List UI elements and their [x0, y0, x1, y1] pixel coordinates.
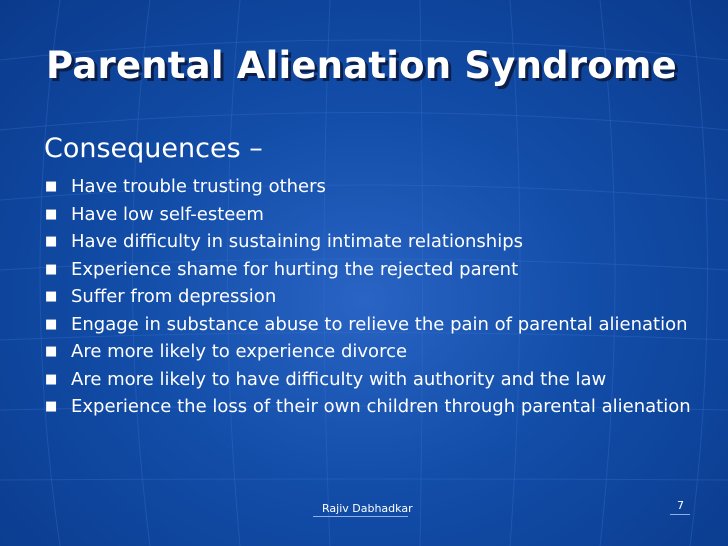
- page-number: 7: [677, 499, 684, 512]
- square-bullet-icon: ■: [45, 289, 58, 304]
- page-number-underline: [670, 514, 690, 515]
- bullet-item: [44, 339, 704, 365]
- bullet-text: Have trouble trusting others: [71, 176, 326, 197]
- bullet-text: Experience shame for hurting the rejected parent: [71, 258, 519, 280]
- footer-author: Rajiv Dabhadkar: [322, 502, 413, 515]
- square-bullet-icon: ■: [45, 206, 58, 222]
- bullet-item: [44, 257, 704, 283]
- bullet-item: [44, 284, 704, 310]
- bullet-text: Are more likely to experience divorce: [71, 341, 408, 362]
- bullet-item: [44, 394, 704, 420]
- bullet-text: Suffer from depression: [71, 286, 277, 307]
- square-bullet-icon: ■: [45, 261, 58, 277]
- square-bullet-icon: ■: [45, 179, 58, 194]
- square-bullet-icon: ■: [45, 399, 58, 414]
- bullet-item: [44, 174, 704, 200]
- bullet-text: Engage in substance abuse to relieve the pain of parental alienation: [71, 313, 688, 335]
- bullet-item: [44, 312, 704, 338]
- bullet-list: [44, 174, 704, 422]
- bullet-text: Are more likely to have difficulty with authority and the law: [71, 368, 607, 390]
- square-bullet-icon: ■: [45, 316, 58, 332]
- footer-divider: [313, 516, 408, 517]
- bullet-text: Experience the loss of their own children through parental alienation: [71, 396, 691, 417]
- bullet-text: Have low self-esteem: [71, 203, 264, 225]
- square-bullet-icon: ■: [45, 371, 58, 387]
- square-bullet-icon: ■: [45, 344, 58, 359]
- square-bullet-icon: ■: [45, 234, 58, 249]
- bullet-item: [44, 202, 704, 228]
- bullet-text: Have difficulty in sustaining intimate relationships: [71, 231, 523, 252]
- slide-subtitle: Consequences –: [44, 133, 263, 164]
- slide-title: Parental Alienation Syndrome: [46, 44, 677, 87]
- bullet-item: [44, 229, 704, 255]
- bullet-item: [44, 367, 704, 393]
